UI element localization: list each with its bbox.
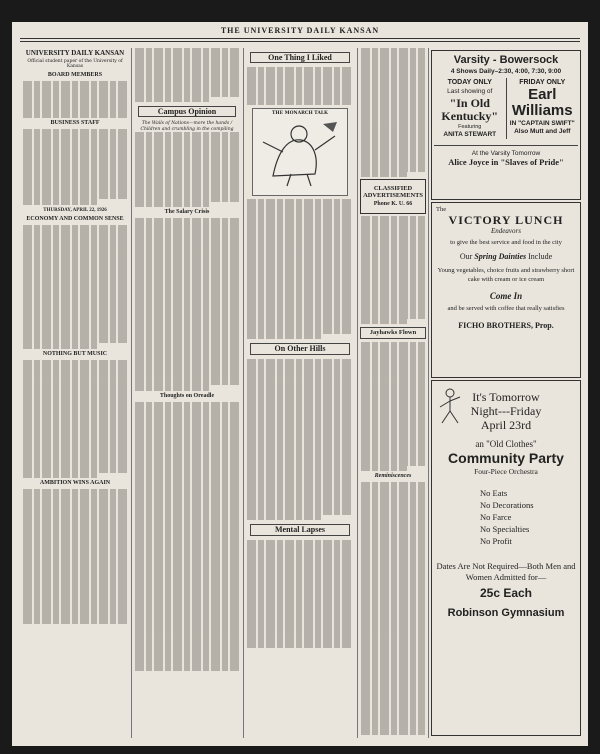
salary-head: The Salary Crisis xyxy=(164,209,210,216)
party-line-1: It's Tomorrow xyxy=(472,390,540,404)
editorial-head-1: ECONOMY AND COMMON SENSE xyxy=(26,215,124,222)
column-4 xyxy=(360,48,426,738)
no-item-eats: No Eats xyxy=(480,488,508,498)
paper-name: UNIVERSITY DAILY KANSAN xyxy=(25,49,125,57)
lunch-spring: Spring Dainties xyxy=(474,252,527,261)
lunch-line-2: Young vegetables, choice fruits and strawberry short cake with cream or ice cream xyxy=(437,267,575,283)
community-party-ad xyxy=(431,380,581,736)
lunch-line-1: to give the best service and food in the city xyxy=(450,239,562,246)
no-item-specialties: No Specialties xyxy=(480,524,530,534)
party-line-4: an "Old Clothes" xyxy=(475,439,537,449)
lunch-endeavors: Endeavors xyxy=(491,227,521,235)
masthead-rule xyxy=(20,38,580,39)
editorial-head-3: AMBITION WINS AGAIN xyxy=(39,480,111,487)
star-2: Earl Williams xyxy=(511,86,573,119)
classified-phone: Phone K. U. 66 xyxy=(373,201,413,208)
also: Also Mutt and Jeff xyxy=(514,128,571,135)
column-2 xyxy=(134,48,240,738)
one-thing-head: One Thing I Liked xyxy=(250,52,350,63)
film-2: IN "CAPTAIN SWIFT" xyxy=(509,120,575,127)
masthead-rule-2 xyxy=(20,41,580,42)
price: 25c Each xyxy=(479,586,533,600)
film-1: "In Old Kentucky" xyxy=(441,96,499,123)
featuring: Featuring xyxy=(458,124,482,130)
theater-ad xyxy=(431,50,581,200)
thoughts-head: Thoughts on Oreadle xyxy=(159,392,215,399)
cartoon-title: THE MONARCH TALK xyxy=(272,111,328,117)
gym: Robinson Gymnasium xyxy=(447,607,565,619)
board-head: BOARD MEMBERS xyxy=(47,71,103,78)
lunch-name: VICTORY LUNCH xyxy=(448,213,564,227)
no-item-profit: No Profit xyxy=(480,536,512,546)
last-showing: Last showing of xyxy=(447,88,493,95)
party-line-6: Four-Piece Orchestra xyxy=(474,467,538,476)
dates-line: Dates Are Not Required—Both Men and Women Admitted for— xyxy=(436,561,576,582)
editorial-head-2: NOTHING BUT MUSIC xyxy=(42,350,108,357)
newspaper-page xyxy=(12,22,588,746)
today-block xyxy=(434,78,507,139)
masthead: THE UNIVERSITY DAILY KANSAN xyxy=(220,26,380,35)
cartoon-drawing xyxy=(253,116,347,190)
classified-head: CLASSIFIED ADVERTISEMENTS xyxy=(363,185,423,200)
victory-lunch-ad xyxy=(431,202,581,378)
varsity-tomorrow: At the Varsity Tomorrow xyxy=(434,145,578,157)
no-item-farce: No Farce xyxy=(480,512,512,522)
ads-column xyxy=(431,48,581,738)
tomorrow-film: Alice Joyce in "Slaves of Pride" xyxy=(448,157,564,167)
campus-opinion-head: Campus Opinion xyxy=(138,106,236,117)
no-item-decorations: No Decorations xyxy=(480,500,534,510)
mental-lapses-head: Mental Lapses xyxy=(250,524,350,535)
show-times: 4 Shows Daily–2:30, 4:00, 7:30, 9:00 xyxy=(450,68,562,75)
friday-only: FRIDAY ONLY xyxy=(519,79,566,86)
come-in: Come In xyxy=(489,291,523,301)
theater-name: Varsity - Bowersock xyxy=(453,54,559,66)
column-3 xyxy=(246,48,354,738)
other-hills-head: On Other Hills xyxy=(250,343,350,354)
lunch-line-3: and be served with coffee that really satisfies xyxy=(447,305,565,312)
lunch-our: Our xyxy=(459,252,473,261)
classified-box xyxy=(360,179,426,214)
lunch-the: The xyxy=(436,206,447,213)
editorial-cartoon xyxy=(252,108,348,196)
party-line-3: April 23rd xyxy=(480,418,532,432)
today-only: TODAY ONLY xyxy=(447,79,492,86)
reminiscences-head: Reminiscences xyxy=(374,472,412,479)
friday-block xyxy=(507,78,579,139)
poem: The Wails of Nations—more the hands / Children and crumbling in the compiling xyxy=(140,121,234,132)
no-list xyxy=(434,487,578,547)
party-line-5: Community Party xyxy=(448,450,564,466)
party-line-2: Night---Friday xyxy=(470,404,542,418)
dateline: THURSDAY, APRIL 22, 1926 xyxy=(43,207,107,213)
column-1 xyxy=(22,48,128,738)
dancer-figure-icon xyxy=(436,387,464,427)
paper-subtitle: Official student paper of the University of Kansas xyxy=(27,59,123,70)
ficho-brothers: FICHO BROTHERS, Prop. xyxy=(458,320,554,330)
star-1: ANITA STEWART xyxy=(443,131,497,138)
lunch-include: Include xyxy=(528,252,553,261)
jayhawks-head: Jayhawks Flown xyxy=(360,327,426,338)
business-head: BUSINESS STAFF xyxy=(50,120,100,127)
